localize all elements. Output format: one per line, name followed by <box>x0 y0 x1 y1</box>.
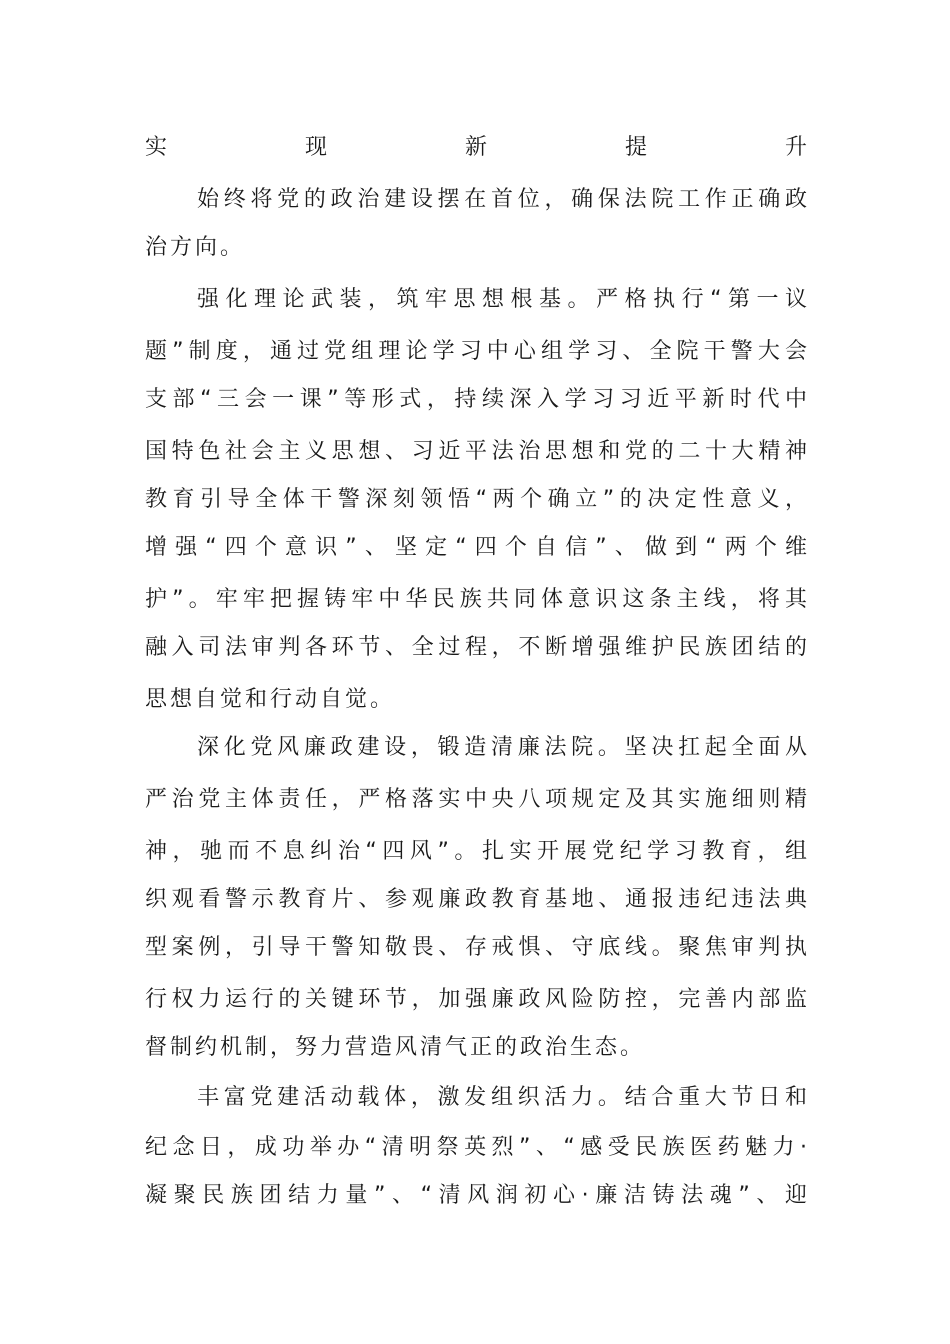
text-line: 融入司法审判各环节、全过程，不断增强维护民族团结的 <box>145 635 807 660</box>
paragraph-first-line: 强化理论武装，筑牢思想根基。严格执行“第一议 <box>197 287 807 312</box>
text-line: 纪念日，成功举办“清明祭英烈”、“感受民族医药魅力· <box>145 1135 807 1160</box>
text-line: 题”制度，通过党组理论学习中心组学习、全院干警大会 <box>145 339 807 364</box>
paragraph-first-line: 始终将党的政治建设摆在首位，确保法院工作正确政 <box>197 187 807 212</box>
text-line: 护”。牢牢把握铸牢中华民族共同体意识这条主线，将其 <box>145 587 807 612</box>
text-line: 严治党主体责任，严格落实中央八项规定及其实施细则精 <box>145 787 807 812</box>
text-line: 思想自觉和行动自觉。 <box>145 687 396 712</box>
text-line: 治方向。 <box>145 235 246 260</box>
text-line: 神，驰而不息纠治“四风”。扎实开展党纪学习教育，组 <box>145 839 807 864</box>
text-line: 行权力运行的关键环节，加强廉政风险防控，完善内部监 <box>145 987 807 1012</box>
text-line: 教育引导全体干警深刻领悟“两个确立”的决定性意义， <box>145 487 807 512</box>
paragraph-first-line: 深化党风廉政建设，锻造清廉法院。坚决扛起全面从 <box>197 735 807 760</box>
text-line: 增强“四个意识”、坚定“四个自信”、做到“两个维 <box>145 535 807 560</box>
text-line: 型案例，引导干警知敬畏、存戒惧、守底线。聚焦审判执 <box>145 935 807 960</box>
text-line: 支部“三会一课”等形式，持续深入学习习近平新时代中 <box>145 387 807 412</box>
text-line: 督制约机制，努力营造风清气正的政治生态。 <box>145 1035 646 1060</box>
text-line: 国特色社会主义思想、习近平法治思想和党的二十大精神 <box>145 439 807 464</box>
text-line: 凝聚民族团结力量”、“清风润初心·廉洁铸法魂”、迎 <box>145 1183 807 1208</box>
text-line: 实现新提升 <box>145 135 807 160</box>
text-line: 织观看警示教育片、参观廉政教育基地、通报违纪违法典 <box>145 887 807 912</box>
paragraph-first-line: 丰富党建活动载体，激发组织活力。结合重大节日和 <box>197 1085 807 1110</box>
